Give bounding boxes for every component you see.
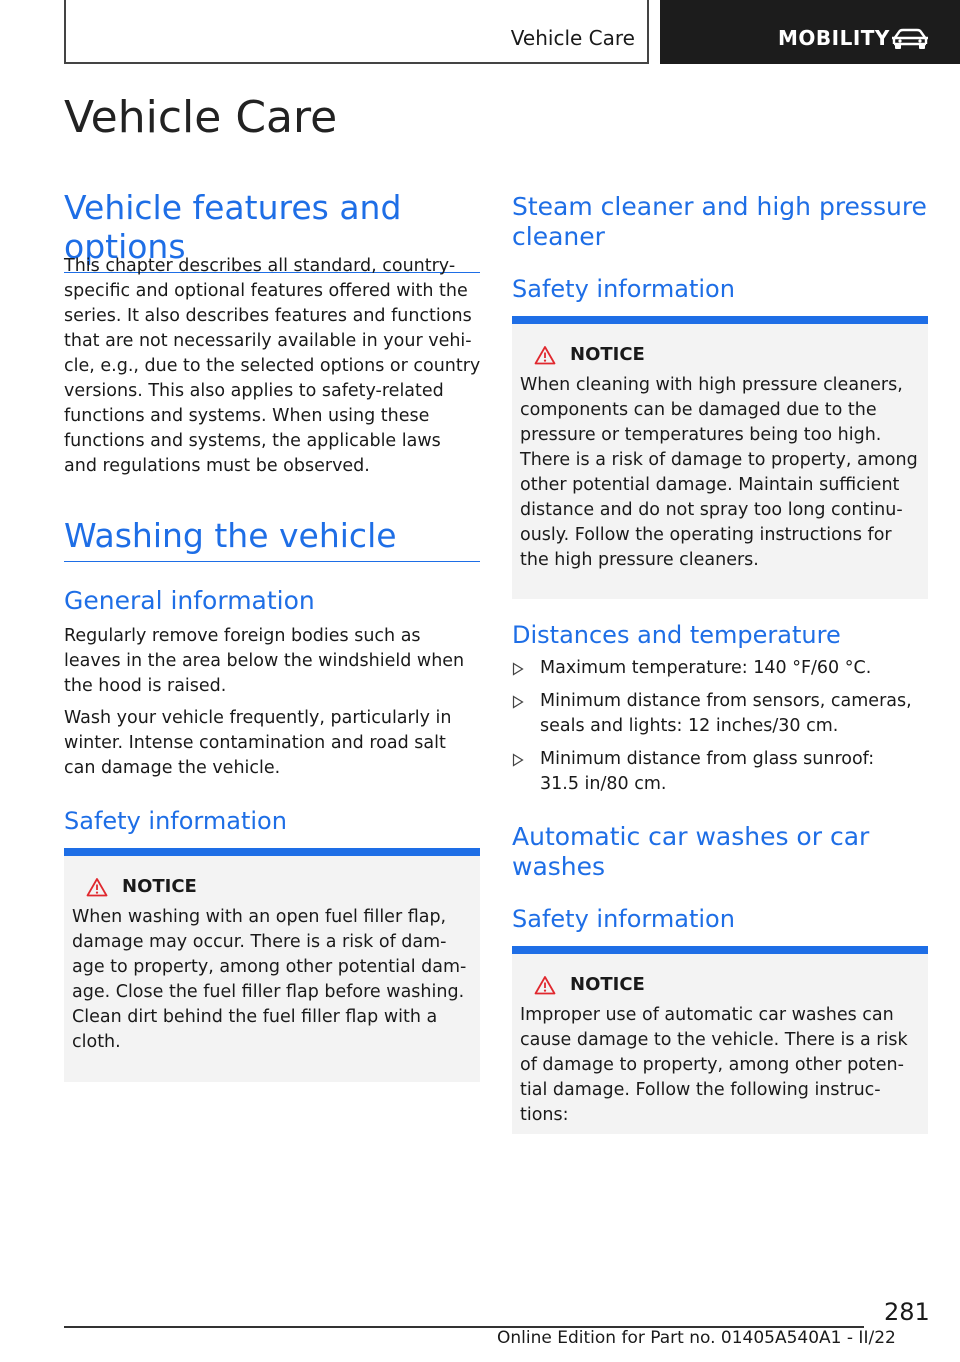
text-line: distance and do not spray too long continu- [520, 500, 903, 520]
text-line: Maximum temperature: 140 °F/60 °C. [540, 658, 872, 678]
bullet-triangle-icon [512, 753, 524, 767]
text-line: cle, e.g., due to the selected options or country [64, 356, 481, 376]
safety-info-heading: Safety information [64, 807, 287, 835]
heading-line: Steam cleaner and high pressure [512, 192, 927, 221]
header-category-label: MOBILITY [778, 26, 890, 50]
steam-safety-heading: Safety information [512, 275, 735, 303]
text-line: When washing with an open fuel filler flap, [72, 907, 447, 927]
heading-line: washes [512, 852, 606, 881]
warning-icon [86, 877, 108, 897]
general-paragraph-2 [64, 706, 484, 781]
text-line: age to property, among other potential dam- [72, 957, 467, 977]
car-icon [890, 26, 930, 52]
notice-header [534, 344, 920, 365]
text-line: age. Close the fuel filler flap before washing. [72, 982, 465, 1002]
distances-list [512, 656, 928, 805]
text-line: cause damage to the vehicle. There is a risk [520, 1030, 908, 1050]
text-line: winter. Intense contamination and road salt [64, 733, 446, 753]
footer-edition: Online Edition for Part no. 01405A540A1 - II/22 [497, 1328, 896, 1348]
general-info-heading: General information [64, 586, 315, 615]
list-item-text [540, 656, 871, 681]
notice-header [534, 974, 920, 995]
text-line: versions. This also applies to safety-related [64, 381, 444, 401]
text-line: Minimum distance from sensors, cameras, [540, 691, 912, 711]
notice-label: NOTICE [570, 974, 645, 995]
distances-heading: Distances and temperature [512, 621, 841, 649]
notice-label: NOTICE [122, 876, 197, 897]
auto-safety-heading: Safety information [512, 905, 735, 933]
text-line: When cleaning with high pressure cleaners, [520, 375, 903, 395]
notice-text [520, 1003, 920, 1128]
text-line: Minimum distance from glass sunroof: [540, 749, 875, 769]
text-line: 31.5 in/80 cm. [540, 774, 667, 794]
text-line: tions: [520, 1105, 569, 1125]
list-item [512, 656, 928, 681]
notice-label: NOTICE [570, 344, 645, 365]
text-line: components can be damaged due to the [520, 400, 877, 420]
auto-notice-box [512, 946, 928, 1134]
list-item [512, 689, 928, 739]
warning-icon [534, 345, 556, 365]
text-line: damage may occur. There is a risk of dam- [72, 932, 447, 952]
list-item [512, 747, 928, 797]
text-line: seals and lights: 12 inches/30 cm. [540, 716, 839, 736]
text-line: that are not necessarily available in your vehi- [64, 331, 472, 351]
text-line: specific and optional features offered with the [64, 281, 468, 301]
bullet-triangle-icon [512, 662, 524, 676]
page-title: Vehicle Care [64, 92, 338, 143]
automatic-car-wash-heading [512, 822, 932, 882]
bullet-triangle-icon [512, 695, 524, 709]
list-item-text [540, 747, 874, 797]
warning-icon [534, 975, 556, 995]
page-number: 281 [884, 1298, 930, 1326]
heading-line: cleaner [512, 222, 605, 251]
text-line: Regularly remove foreign bodies such as [64, 626, 421, 646]
steam-cleaner-heading [512, 192, 932, 252]
notice-text [72, 905, 472, 1055]
text-line: series. It also describes features and functions [64, 306, 472, 326]
text-line: pressure or temperatures being too high. [520, 425, 882, 445]
text-line: of damage to property, among other poten- [520, 1055, 904, 1075]
text-line: the high pressure cleaners. [520, 550, 759, 570]
general-paragraph-1 [64, 624, 484, 699]
notice-text [520, 373, 920, 573]
text-line: This chapter describes all standard, country- [64, 256, 456, 276]
list-item-text [540, 689, 912, 739]
notice-box [64, 848, 480, 1082]
heading-line: Automatic car washes or car [512, 822, 870, 851]
features-heading: Vehicle features and options [64, 188, 480, 273]
text-line: can damage the vehicle. [64, 758, 281, 778]
features-paragraph [64, 254, 484, 479]
text-line: leaves in the area below the windshield when [64, 651, 465, 671]
text-line: other potential damage. Maintain sufficient [520, 475, 900, 495]
header-frame [64, 0, 649, 64]
notice-header [86, 876, 472, 897]
text-line: There is a risk of damage to property, among [520, 450, 918, 470]
text-line: the hood is raised. [64, 676, 227, 696]
text-line: functions and systems, the applicable laws [64, 431, 441, 451]
text-line: ously. Follow the operating instructions for [520, 525, 892, 545]
text-line: functions and systems. When using these [64, 406, 430, 426]
text-line: cloth. [72, 1032, 121, 1052]
steam-notice-box [512, 316, 928, 599]
text-line: and regulations must be observed. [64, 456, 370, 476]
text-line: Wash your vehicle frequently, particularly in [64, 708, 452, 728]
header-section-title: Vehicle Care [510, 26, 635, 50]
text-line: tial damage. Follow the following instruc- [520, 1080, 881, 1100]
text-line: Clean dirt behind the fuel filler flap with a [72, 1007, 438, 1027]
washing-heading: Washing the vehicle [64, 516, 480, 562]
header-category-tab [660, 0, 960, 64]
text-line: Improper use of automatic car washes can [520, 1005, 894, 1025]
